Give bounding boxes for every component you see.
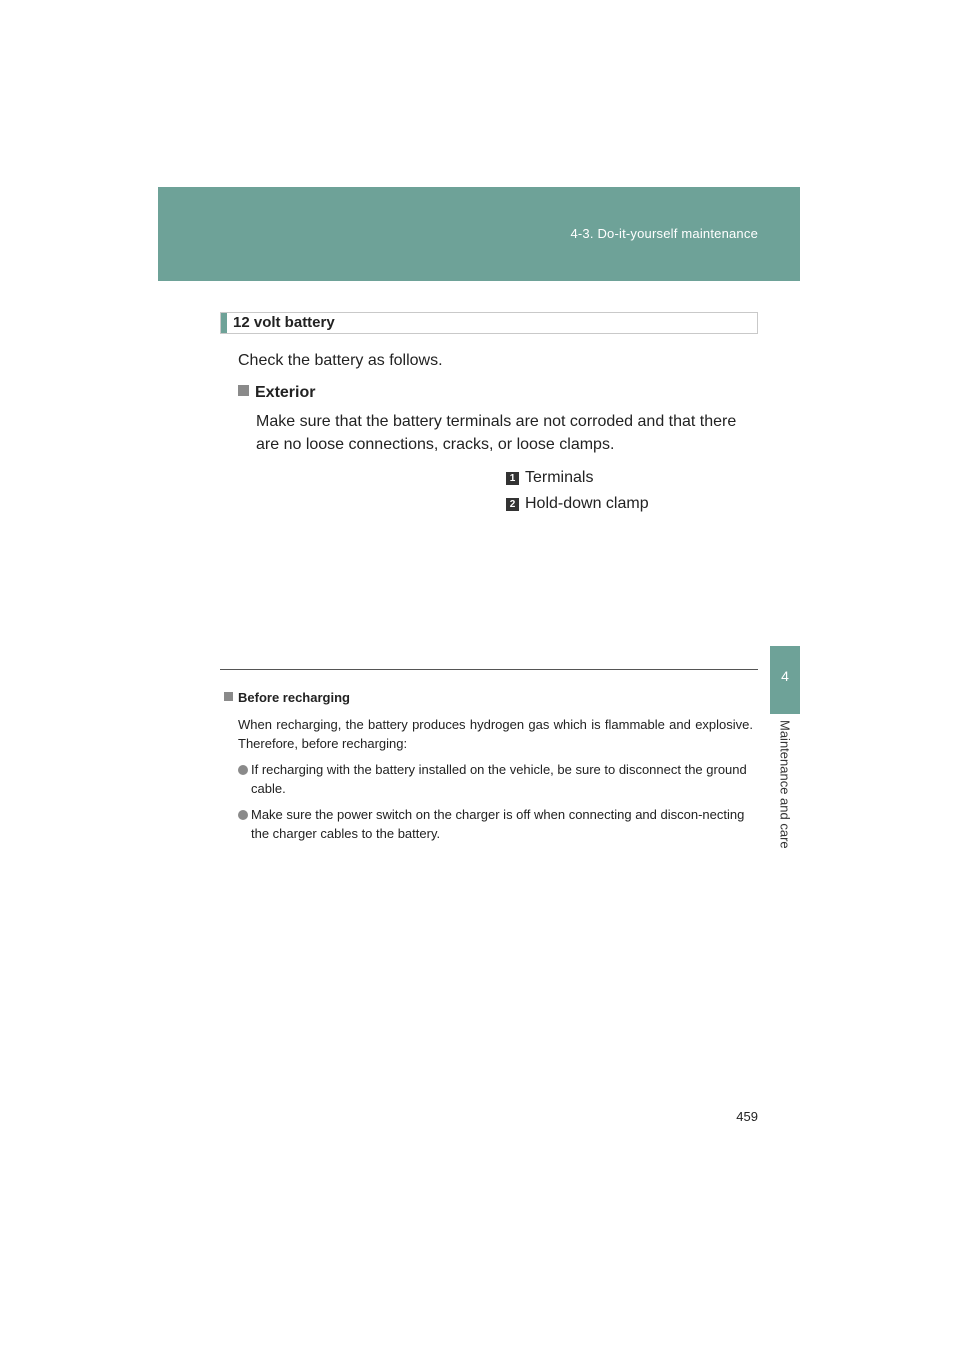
section-marker	[221, 313, 227, 333]
chapter-number: 4	[781, 668, 789, 684]
square-bullet-icon	[224, 692, 233, 701]
note-bullet-1	[238, 760, 748, 798]
legend-item-clamp	[506, 495, 649, 513]
exterior-body: Make sure that the battery terminals are not corroded and that there are no loose connections, cracks, or loose clamps.	[256, 413, 737, 453]
legend-label: Hold-down clamp	[525, 495, 649, 512]
bullet-text: Make sure the power switch on the charger is off when connecting and discon-necting the charger cables to the battery.	[251, 807, 745, 841]
number-2-icon: 2	[506, 498, 519, 511]
section-title: 12 volt battery	[233, 314, 335, 331]
bullet-text: If recharging with the battery installed on the vehicle, be sure to disconnect the ground cable.	[251, 762, 747, 796]
note-heading	[224, 690, 350, 705]
legend-item-terminals	[506, 469, 593, 487]
chapter-label: Maintenance and care	[777, 720, 793, 849]
exterior-heading-text: Exterior	[255, 384, 316, 401]
note-paragraph: When recharging, the battery produces hydrogen gas which is flammable and explosive. Therefore, before recharging:	[238, 717, 753, 751]
round-bullet-icon	[238, 810, 248, 820]
header-band	[158, 187, 800, 281]
exterior-heading	[238, 384, 315, 402]
page-number: 459	[736, 1109, 758, 1124]
square-bullet-icon	[238, 385, 249, 396]
divider	[220, 669, 758, 670]
note-heading-text: Before recharging	[238, 690, 350, 705]
number-1-icon: 1	[506, 472, 519, 485]
intro-text: Check the battery as follows.	[238, 352, 443, 369]
legend-label: Terminals	[525, 469, 594, 486]
chapter-tab	[770, 646, 800, 714]
header-section-title: 4-3. Do-it-yourself maintenance	[570, 226, 758, 241]
round-bullet-icon	[238, 765, 248, 775]
section-header	[220, 312, 758, 334]
note-bullet-2	[238, 805, 748, 843]
